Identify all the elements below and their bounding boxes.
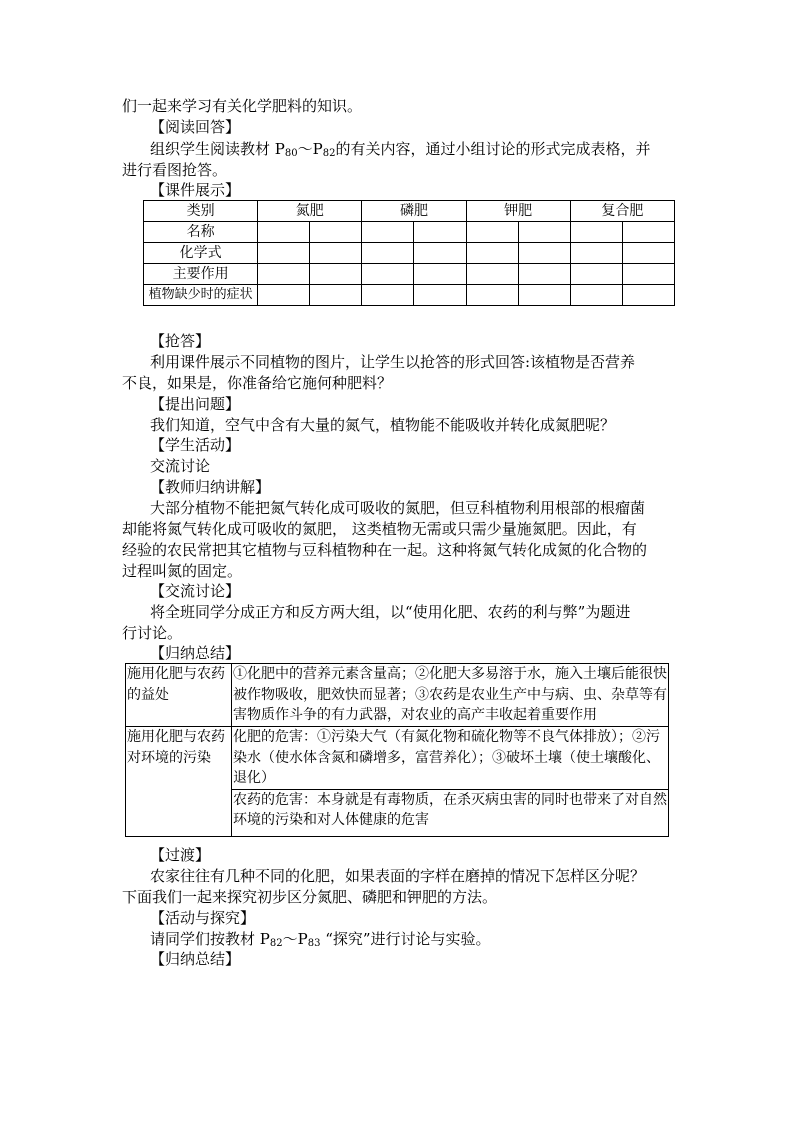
table-cell: 农药的危害：本身就是有毒物质，在杀灭病虫害的同时也带来了对自然环境的污染和对人体健康的危害 <box>232 789 669 836</box>
row-label: 主要作用 <box>144 264 258 285</box>
empty-cell <box>362 285 414 306</box>
empty-cell <box>466 264 518 285</box>
table-row <box>144 264 675 285</box>
table-row <box>144 243 675 264</box>
empty-cell <box>414 264 466 285</box>
empty-cell <box>258 243 310 264</box>
table-header-cell: 复合肥 <box>570 201 674 222</box>
empty-cell <box>570 243 622 264</box>
row-label: 施用化肥与农药的益处 <box>126 664 232 727</box>
text-line: 们一起来学习有关化学肥料的知识。 <box>122 97 363 115</box>
text-line: 请同学们按教材 $P_{82}\sim P_{83}$ “探究”进行讨论与实验。 <box>150 930 491 949</box>
empty-cell <box>622 264 674 285</box>
empty-cell <box>466 243 518 264</box>
text-line: 将全班同学分成正方和反方两大组，以“使用化肥、农药的利与弊”为题进 <box>150 603 631 621</box>
text-line: 我们知道，空气中含有大量的氮气，植物能不能吸收并转化成氮肥呢？ <box>150 416 616 434</box>
text-line: 交流讨论 <box>150 457 211 475</box>
table-header-cell: 钾肥 <box>466 201 570 222</box>
empty-cell <box>570 222 622 243</box>
fertilizer-table <box>143 200 675 306</box>
row-label: 化学式 <box>144 243 258 264</box>
section-heading: 【提出问题】 <box>150 395 241 413</box>
row-label: 植物缺少时的症状 <box>144 285 258 306</box>
table-row <box>126 727 669 790</box>
row-label: 名称 <box>144 222 258 243</box>
section-heading: 【交流讨论】 <box>150 582 241 600</box>
empty-cell <box>414 243 466 264</box>
empty-cell <box>518 222 570 243</box>
table-header-row <box>144 201 675 222</box>
text-line: 过程叫氮的固定。 <box>122 562 243 580</box>
empty-cell <box>258 285 310 306</box>
text-line: 却能将氮气转化成可吸收的氮肥， 这类植物无需或只需少量施氮肥。因此，有 <box>122 520 637 538</box>
section-heading: 【归纳总结】 <box>150 950 241 968</box>
empty-cell <box>570 285 622 306</box>
table-header-cell: 氮肥 <box>258 201 362 222</box>
section-heading: 【活动与探究】 <box>150 909 256 927</box>
empty-cell <box>362 222 414 243</box>
empty-cell <box>622 285 674 306</box>
empty-cell <box>414 285 466 306</box>
empty-cell <box>310 222 362 243</box>
empty-cell <box>518 285 570 306</box>
empty-cell <box>570 264 622 285</box>
empty-cell <box>258 222 310 243</box>
text-line: 不良，如果是，你准备给它施何种肥料？ <box>122 374 393 392</box>
empty-cell <box>362 243 414 264</box>
section-heading: 【学生活动】 <box>150 436 241 454</box>
table-cell: ①化肥中的营养元素含量高；②化肥大多易溶于水，施入土壤后能很快被作物吸收，肥效快而显著；③农药是农业生产中与病、虫、杂草等有害物质作斗争的有力武器，对农业的高产丰收起着重要作用 <box>232 664 669 727</box>
empty-cell <box>518 264 570 285</box>
empty-cell <box>518 243 570 264</box>
text-line: 组织学生阅读教材 $P_{80}\sim P_{82}$的有关内容，通过小组讨论的形式完成表格，并 <box>150 140 651 159</box>
table-row <box>144 285 675 306</box>
text-line: 行讨论。 <box>122 624 183 642</box>
text-line: 农家往往有几种不同的化肥，如果表面的字样在磨掉的情况下怎样区分呢？ <box>150 867 646 885</box>
empty-cell <box>310 285 362 306</box>
empty-cell <box>414 222 466 243</box>
table-row <box>126 664 669 727</box>
text-line: 利用课件展示不同植物的图片，让学生以抢答的形式回答:该植物是否营养 <box>150 353 636 371</box>
text-line: 进行看图抢答。 <box>122 161 228 179</box>
table-header-cell: 类别 <box>144 201 258 222</box>
section-heading: 【归纳总结】 <box>150 644 241 662</box>
table-header-cell: 磷肥 <box>362 201 466 222</box>
text-line: 大部分植物不能把氮气转化成可吸收的氮肥，但豆科植物利用根部的根瘤菌 <box>150 499 646 517</box>
empty-cell <box>310 243 362 264</box>
section-heading: 【过渡】 <box>150 846 211 864</box>
table-row <box>144 222 675 243</box>
section-heading: 【课件展示】 <box>150 181 241 199</box>
section-heading: 【抢答】 <box>150 332 211 350</box>
empty-cell <box>466 285 518 306</box>
section-heading: 【教师归纳讲解】 <box>150 478 271 496</box>
table-cell: 化肥的危害：①污染大气（有氮化物和硫化物等不良气体排放）；②污染水（使水体含氮和磷增多，富营养化）；③破坏土壤（使土壤酸化、退化） <box>232 727 669 790</box>
row-label: 施用化肥与农药对环境的污染 <box>126 727 232 837</box>
empty-cell <box>258 264 310 285</box>
section-heading: 【阅读回答】 <box>150 118 241 136</box>
empty-cell <box>466 222 518 243</box>
text-line: 经验的农民常把其它植物与豆科植物种在一起。这种将氮气转化成氮的化合物的 <box>122 541 648 559</box>
empty-cell <box>362 264 414 285</box>
empty-cell <box>622 243 674 264</box>
empty-cell <box>622 222 674 243</box>
empty-cell <box>310 264 362 285</box>
text-line: 下面我们一起来探究初步区分氮肥、磷肥和钾肥的方法。 <box>122 888 498 906</box>
pros-cons-table <box>125 663 669 837</box>
